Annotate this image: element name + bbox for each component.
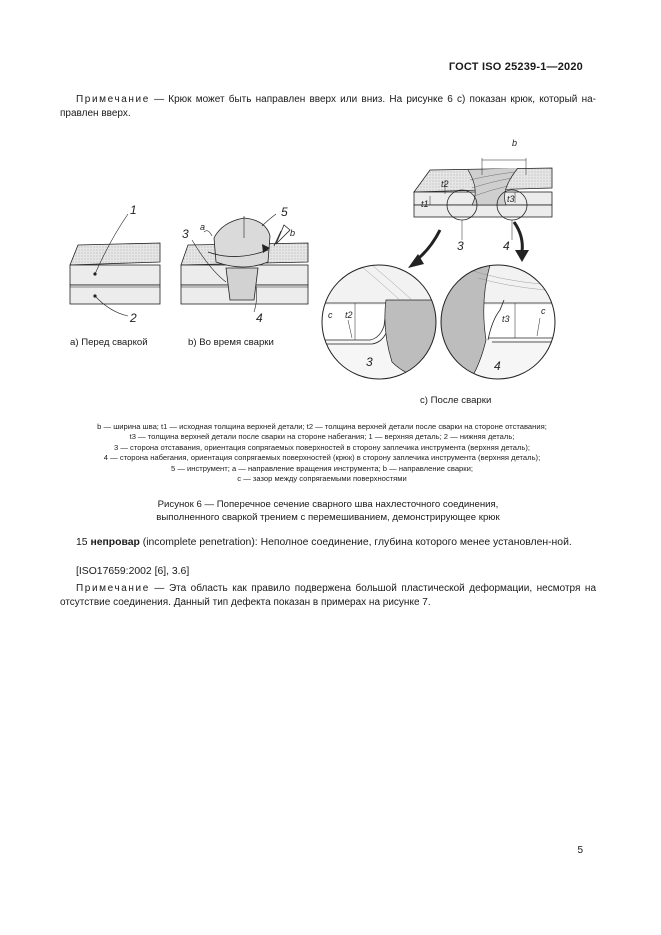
figure-c-detail-retreating-side <box>320 265 440 380</box>
legend-line: 4 — сторона набегания, ориентация сопрягаемых поверхностей (крюк) в сторону заплечика инструмента (верхняя деталь); <box>103 453 541 463</box>
label-2: 2 <box>130 311 137 325</box>
term-15-definition: (incomplete penetration): Неполное соединение, глубина которого менее установлен-ной. <box>139 537 572 548</box>
label-c-left: c <box>328 310 333 320</box>
label-b-b: b <box>290 228 296 238</box>
figure-a-plates <box>70 214 160 316</box>
label-3-detail: 3 <box>366 355 373 369</box>
note-2 <box>60 582 596 610</box>
label-4-detail: 4 <box>494 359 501 373</box>
term-15-term: непровар <box>90 537 140 548</box>
label-a: a <box>200 222 206 232</box>
note-2-label: Примечание <box>76 583 150 594</box>
term-15-number: 15 <box>76 537 88 548</box>
note-2-text: — Эта область как правило подвержена большой пластической деформации, несмотря на отсутствие соединения. Данный тип дефекта показан в примерах на рисунке 7. <box>60 583 596 608</box>
note-1-label: Примечание <box>76 94 150 105</box>
term-15 <box>60 536 596 550</box>
figure-caption <box>60 498 596 524</box>
figure-6-drawing <box>0 125 661 415</box>
label-5: 5 <box>281 205 288 219</box>
label-t2: t2 <box>441 179 449 189</box>
figure-legend <box>48 422 596 484</box>
note-1 <box>60 93 596 121</box>
label-t3-detail: t3 <box>502 314 510 324</box>
label-b-c: b <box>512 138 518 148</box>
document-header: ГОСТ ISO 25239-1—2020 <box>448 61 583 73</box>
subcaption-b: b) Во время сварки <box>188 337 274 348</box>
legend-line: b — ширина шва; t1 — исходная толщина верхней детали; t2 — толщина верхней детали после сварки на стороне отставания; <box>97 422 547 431</box>
subcaption-a: а) Перед сваркой <box>70 337 148 348</box>
term-15-reference: [ISO17659:2002 [6], 3.6] <box>76 566 190 577</box>
label-3-b: 3 <box>182 227 189 241</box>
label-4-b: 4 <box>256 311 263 325</box>
label-3-c: 3 <box>457 239 464 253</box>
legend-line: t3 — толщина верхней детали после сварки на стороне набегания; 1 — верхняя деталь; 2 — нижняя деталь; <box>129 432 515 442</box>
label-t2-detail: t2 <box>345 310 353 320</box>
figure-c-specimen <box>408 158 552 268</box>
label-t3: t3 <box>507 194 515 204</box>
legend-line: 5 — инструмент; a — направление вращения инструмента; b — направление сварки; <box>171 463 473 473</box>
label-1: 1 <box>130 203 137 217</box>
label-4-c: 4 <box>503 239 510 253</box>
page-number: 5 <box>577 845 583 856</box>
note-1-text: — Крюк может быть направлен вверх или вниз. На рисунке 6 с) показан крюк, который на-правлен вверх. <box>60 94 596 119</box>
label-t1: t1 <box>421 199 429 209</box>
legend-line: 3 — сторона отставания, ориентация сопрягаемых поверхностей в сторону заплечика инструмента (верхняя деталь); <box>114 442 530 452</box>
legend-line: c — зазор между сопрягаемыми поверхностями <box>237 474 407 484</box>
label-c-right: c <box>541 306 546 316</box>
caption-line-1: Рисунок 6 — Поперечное сечение сварного шва нахлесточного соединения, <box>157 499 499 510</box>
subcaption-c: с) После сварки <box>420 395 492 406</box>
caption-line-2: выполненного сваркой трением с перемешиванием, демонстрирующее крюк <box>156 512 500 523</box>
